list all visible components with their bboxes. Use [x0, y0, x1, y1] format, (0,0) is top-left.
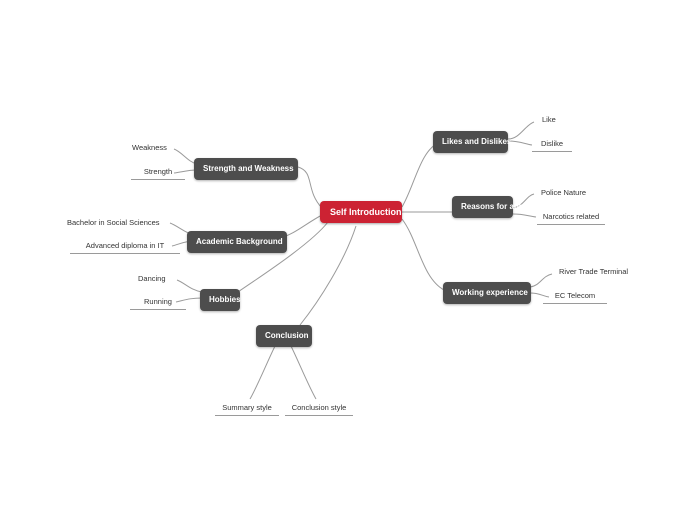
branch-academic-background[interactable]: Academic Background: [187, 231, 287, 253]
edge-root-working: [402, 219, 444, 290]
leaf-river-trade-terminal[interactable]: River Trade Terminal: [559, 267, 629, 276]
branch-reasons-for-application[interactable]: Reasons for application: [452, 196, 513, 218]
branch-conclusion[interactable]: Conclusion: [256, 325, 312, 347]
edge-reasons-narcotics: [513, 214, 536, 217]
leaf-advanced-diploma-in-it[interactable]: Advanced diploma in IT: [70, 239, 180, 254]
leaf-ec-telecom[interactable]: EC Telecom: [543, 289, 607, 304]
edge-hobbies-dancing: [177, 280, 202, 292]
edge-root-strength: [298, 167, 322, 208]
leaf-like[interactable]: Like: [542, 115, 556, 124]
edge-working-river: [530, 274, 552, 287]
branch-strength-and-weakness[interactable]: Strength and Weakness: [194, 158, 298, 180]
leaf-bachelor-in-social-sciences[interactable]: Bachelor in Social Sciences: [67, 218, 160, 227]
edge-conclusion-summary: [250, 344, 276, 399]
leaf-strength[interactable]: Strength: [131, 165, 185, 180]
edge-likes-like: [508, 122, 534, 139]
root-node[interactable]: Self Introduction: [320, 201, 402, 223]
edge-conclusion-style: [290, 344, 316, 399]
leaf-running[interactable]: Running: [130, 295, 186, 310]
leaf-conclusion-style[interactable]: Conclusion style: [285, 401, 353, 416]
branch-likes-and-dislikes[interactable]: Likes and Dislikes: [433, 131, 508, 153]
leaf-police-nature[interactable]: Police Nature: [541, 188, 587, 197]
branch-hobbies[interactable]: Hobbies: [200, 289, 240, 311]
leaf-weakness[interactable]: Weakness: [132, 143, 167, 152]
leaf-dislike[interactable]: Dislike: [532, 137, 572, 152]
branch-working-experience[interactable]: Working experience: [443, 282, 531, 304]
leaf-narcotics-related[interactable]: Narcotics related: [537, 210, 605, 225]
leaf-summary-style[interactable]: Summary style: [215, 401, 279, 416]
edge-likes-dislike: [508, 141, 532, 145]
leaf-dancing[interactable]: Dancing: [138, 274, 166, 283]
